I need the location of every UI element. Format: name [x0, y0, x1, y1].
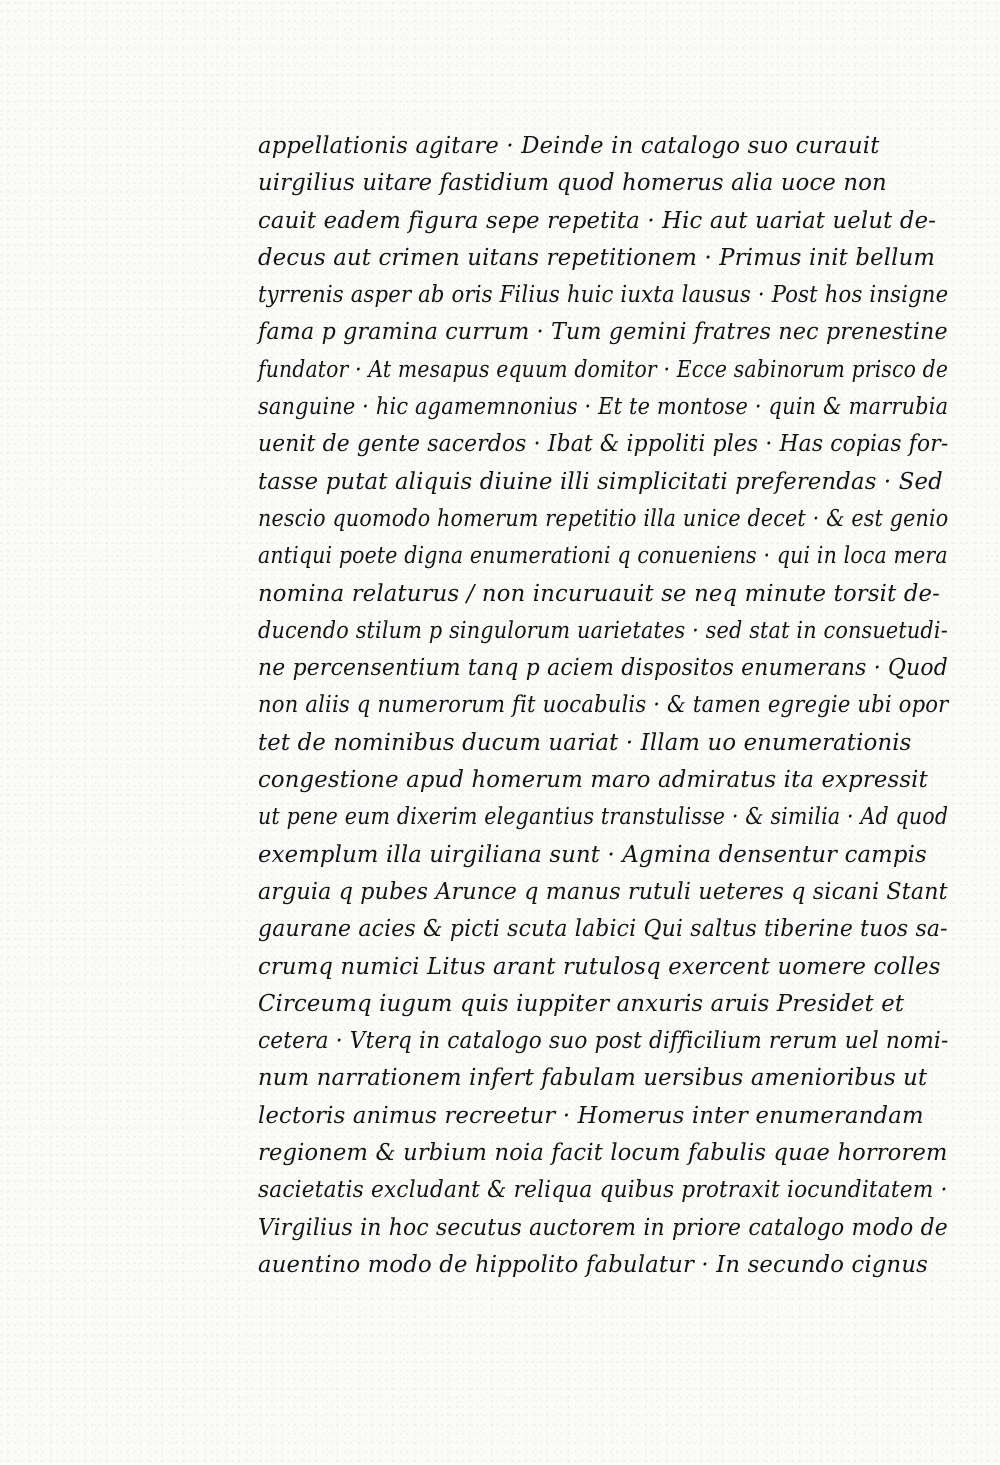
- manuscript-line: decus aut crimen uitans repetitionem · Primus init bellum: [258, 244, 936, 271]
- manuscript-line: non aliis q numerorum fit uocabulis · & tamen egregie ubi opor: [258, 692, 949, 719]
- manuscript-line: ne percensentium tanq p aciem dispositos enumerans · Quod: [258, 655, 949, 682]
- manuscript-line: auentino modo de hippolito fabulatur · In secundo cignus: [258, 1251, 928, 1278]
- manuscript-line: nescio quomodo homerum repetitio illa unice decet · & est genio: [258, 505, 949, 532]
- manuscript-line: lectoris animus recreetur · Homerus inter enumerandam: [258, 1102, 924, 1129]
- manuscript-line: antiqui poete digna enumerationi q conueniens · qui in loca mera: [258, 543, 948, 570]
- manuscript-line: ducendo stilum p singulorum uarietates · sed stat in consuetudi-: [258, 617, 948, 644]
- manuscript-line: gaurane acies & picti scuta labici Qui saltus tiberine tuos sa-: [258, 916, 948, 943]
- manuscript-line: nomina relaturus / non incuruauit se neq minute torsit de-: [258, 580, 941, 607]
- manuscript-line: uenit de gente sacerdos · Ibat & ippoliti ples · Has copias for-: [258, 431, 949, 458]
- manuscript-line: arguia q pubes Arunce q manus rutuli ueteres q sicani Stant: [258, 878, 948, 905]
- manuscript-line: num narrationem infert fabulam uersibus amenioribus ut: [258, 1065, 928, 1092]
- manuscript-line: fama p gramina currum · Tum gemini fratres nec prenestine: [258, 319, 948, 346]
- manuscript-line: appellationis agitare · Deinde in catalogo suo curauit: [258, 133, 880, 159]
- manuscript-line: tasse putat aliquis diuine illi simplicitati preferendas · Sed: [258, 468, 943, 495]
- manuscript-line: Virgilius in hoc secutus auctorem in priore catalogo modo de: [258, 1214, 948, 1241]
- manuscript-line: cetera · Vterq in catalogo suo post difficilium rerum uel nomi-: [258, 1028, 949, 1055]
- manuscript-line: congestione apud homerum maro admiratus ita expressit: [258, 767, 928, 794]
- manuscript-line: tet de nominibus ducum uariat · Illam uo enumerationis: [258, 729, 912, 756]
- manuscript-line: cauit eadem figura sepe repetita · Hic aut uariat uelut de-: [258, 207, 937, 234]
- manuscript-line: Circeumq iugum quis iuppiter anxuris aruis Presidet et: [258, 990, 905, 1017]
- manuscript-line: uirgilius uitare fastidium quod homerus alia uoce non: [258, 170, 887, 197]
- manuscript-line: sacietatis excludant & reliqua quibus protraxit iocunditatem ·: [258, 1177, 948, 1204]
- manuscript-line: sanguine · hic agamemnonius · Et te montose · quin & marrubia: [258, 394, 949, 421]
- manuscript-line: fundator · At mesapus equum domitor · Ecce sabinorum prisco de: [258, 356, 949, 383]
- manuscript-line: tyrrenis asper ab oris Filius huic iuxta lausus · Post hos insigne: [258, 282, 949, 309]
- manuscript-line: ut pene eum dixerim elegantius transtulisse · & similia · Ad quod: [258, 804, 949, 831]
- manuscript-line: crumq numici Litus arant rutulosq exercent uomere colles: [258, 953, 941, 980]
- manuscript-line: regionem & urbium noia facit locum fabulis quae horrorem: [258, 1140, 948, 1167]
- manuscript-line: exemplum illa uirgiliana sunt · Agmina densentur campis: [258, 841, 927, 868]
- manuscript-text: [258, 128, 958, 1284]
